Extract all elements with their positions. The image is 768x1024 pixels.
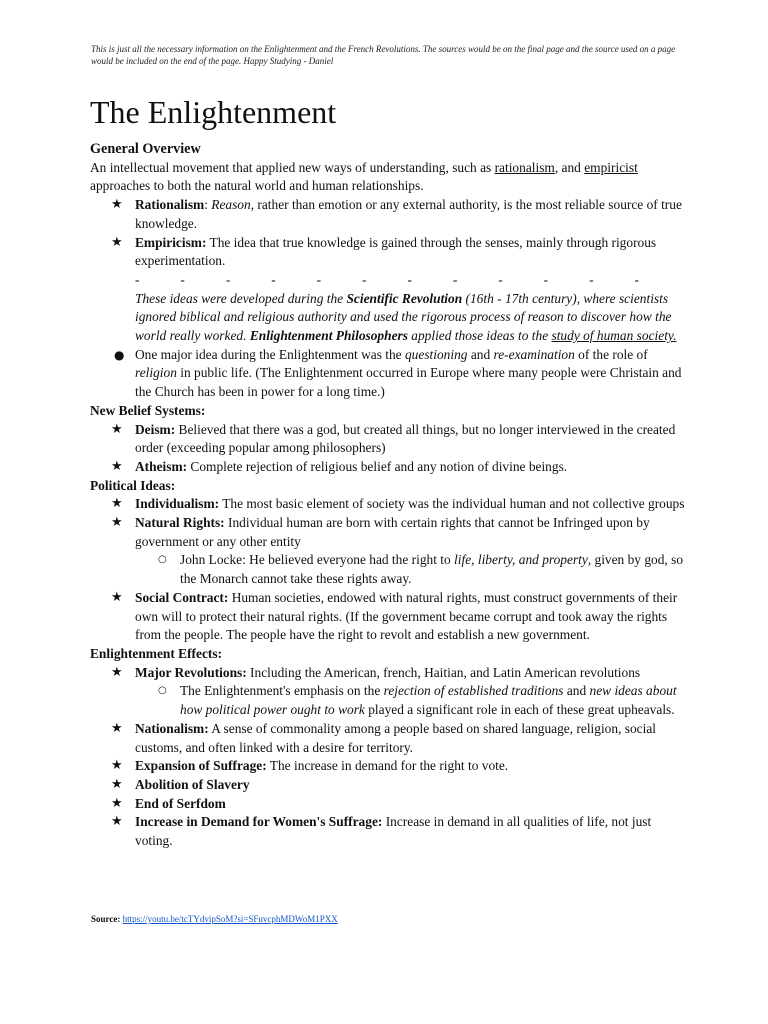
text: , given by god, so the Monarch cannot take these rights away. <box>180 552 684 587</box>
circle-bullet-icon: ○ <box>158 554 167 566</box>
list-item-abolition <box>90 776 690 795</box>
text: These ideas were developed during the <box>135 290 347 306</box>
overview-list <box>90 196 690 271</box>
text: Reason <box>211 197 251 213</box>
scientific-revolution-paragraph <box>90 290 690 346</box>
dash: - <box>362 271 367 287</box>
text: played a significant role in each of these great upheavals. <box>364 702 675 718</box>
page-title: The Enlightenment <box>90 94 337 130</box>
list-item-social-contract <box>90 589 690 645</box>
list-item-individualism <box>90 495 690 514</box>
text: , and <box>554 159 585 175</box>
text: religion <box>135 365 177 381</box>
dash: - <box>589 271 594 287</box>
belief-list <box>90 421 690 477</box>
text: questioning <box>404 346 468 362</box>
empiricist-link-text: empiricist <box>584 159 638 175</box>
star-bullet-icon: ★ <box>111 589 123 605</box>
list-item-natural-rights <box>90 514 690 551</box>
overview-dot-list <box>90 346 690 402</box>
list-item-empiricism <box>90 234 690 271</box>
text: One major idea during the Enlightenment was the <box>135 346 405 362</box>
text: approaches to both the natural world and human relationships. <box>90 178 424 194</box>
section-heading-political-ideas: Political Ideas: <box>90 477 176 493</box>
text: : <box>204 197 212 213</box>
term: Deism: <box>135 421 176 437</box>
term: Atheism: <box>135 458 188 474</box>
term: Individualism: <box>135 496 220 512</box>
text: The Enlightenment's emphasis on the <box>180 683 384 699</box>
star-bullet-icon: ★ <box>111 758 123 774</box>
term: Nationalism: <box>135 720 209 736</box>
text: John Locke: He believed everyone had the right to <box>180 552 455 568</box>
text: Believed that there was a god, but created all things, but no longer interviewed in the created order (exceeding popular among philosophers) <box>135 421 676 456</box>
text: A sense of commonality among a people based on shared language, religion, social customs, and often linked with a desire for territory. <box>135 720 657 755</box>
star-bullet-icon: ★ <box>111 421 123 437</box>
text: The idea that true knowledge is gained through the senses, mainly through rigorous experimentation. <box>135 234 657 269</box>
dash: - <box>543 271 549 287</box>
text: new ideas about how political power ought to work <box>180 683 677 718</box>
dash: - <box>452 271 458 287</box>
rationalism-link-text: rationalism <box>494 159 555 175</box>
dot-bullet-icon: ● <box>114 347 125 362</box>
dash: - <box>498 271 503 287</box>
list-item-john-locke <box>90 551 690 588</box>
intro-note: This is just all the necessary information on the Enlightenment and the French Revolutions. The sources would be on the final page and the source used on a page would be included on the end of the page. Happy Studying - Daniel <box>91 44 676 66</box>
text: Human societies, endowed with natural rights, must construct governments of their own will to protect their natural rights. (If the government became corrupt and took away the rights from the people. The people have the right to revolt and establish a new government. <box>135 589 678 643</box>
list-item-major-revolutions <box>90 664 690 683</box>
term: Empiricism: <box>135 234 207 250</box>
list-item-emphasis <box>90 682 690 719</box>
text: The increase in demand for the right to vote. <box>266 758 509 774</box>
text: rejection of established traditions <box>383 683 564 699</box>
text: life, liberty, and property <box>454 552 588 568</box>
section-heading-belief-systems: New Belief Systems: <box>90 402 206 418</box>
star-bullet-icon: ★ <box>111 496 123 512</box>
section-heading-effects: Enlightenment Effects: <box>90 645 223 661</box>
term: Abolition of Slavery <box>135 776 250 792</box>
text: Complete rejection of religious belief and any notion of divine beings. <box>187 458 568 474</box>
effects-list <box>90 664 690 851</box>
star-bullet-icon: ★ <box>111 720 123 736</box>
text: Individual human are born with certain rights that cannot be Infringed upon by government or any other entity <box>135 515 650 549</box>
source-link[interactable]: https://youtu.be/tcTYdvipSoM?si=SFuvcphMDWoM1PXX <box>122 914 338 924</box>
dash: - <box>225 271 231 287</box>
text: of the role of <box>574 346 648 362</box>
term: Rationalism <box>135 197 205 213</box>
document-body <box>90 140 690 851</box>
dash: - <box>407 271 412 287</box>
text: Increase in demand in all qualities of life, not just voting. <box>135 814 652 849</box>
star-bullet-icon: ★ <box>111 795 123 811</box>
term: Increase in Demand for Women's Suffrage: <box>135 814 383 830</box>
star-bullet-icon: ★ <box>111 814 123 830</box>
text: in public life. (The Enlightenment occurred in Europe where many people were Christain and the Church has been in power for a long time.) <box>135 365 682 400</box>
star-bullet-icon: ★ <box>111 197 123 213</box>
text: An intellectual movement that applied new ways of understanding, such as <box>90 159 495 175</box>
text: applied those ideas to the <box>407 328 552 344</box>
star-bullet-icon: ★ <box>111 776 123 792</box>
star-bullet-icon: ★ <box>111 458 123 474</box>
dash: - <box>135 271 140 287</box>
star-bullet-icon: ★ <box>111 515 123 531</box>
overview-paragraph <box>90 159 690 196</box>
list-item-deism <box>90 421 690 458</box>
list-item-serfdom <box>90 795 690 814</box>
dash-divider <box>90 271 639 290</box>
text: The most basic element of society was the individual human and not collective groups <box>219 496 685 512</box>
political-list <box>90 495 690 645</box>
text: and <box>563 683 590 699</box>
dash: - <box>180 271 185 287</box>
term: Scientific Revolution <box>346 290 463 306</box>
text: , rather than emotion or any external authority, is the most reliable source of true knowledge. <box>135 197 682 231</box>
source-line <box>91 913 338 925</box>
text: and <box>467 346 494 362</box>
dash: - <box>316 271 322 287</box>
list-item-rationalism <box>90 196 690 233</box>
term: Enlightenment Philosophers <box>249 328 408 344</box>
text: (16th - 17th century), where scientists ignored biblical and religious authority and used the rigorous process of reason to discover how the world really worked. <box>135 290 672 344</box>
dash: - <box>271 271 276 287</box>
term: Social Contract: <box>135 589 229 605</box>
list-item-religion <box>90 346 690 402</box>
section-heading-general-overview: General Overview <box>90 141 201 157</box>
list-item-womens-suffrage <box>90 813 690 850</box>
term: End of Serfdom <box>135 795 226 811</box>
text: re-examination <box>493 346 575 362</box>
text: Including the American, french, Haitian, and Latin American revolutions <box>246 664 641 680</box>
list-item-suffrage <box>90 757 690 776</box>
dash: - <box>634 271 639 287</box>
term: Major Revolutions: <box>135 664 247 680</box>
text: study of human society. <box>551 328 677 344</box>
list-item-nationalism <box>90 720 690 757</box>
star-bullet-icon: ★ <box>111 234 123 250</box>
list-item-atheism <box>90 458 690 477</box>
term: Expansion of Suffrage: <box>135 758 267 774</box>
circle-bullet-icon: ○ <box>158 685 167 697</box>
term: Natural Rights: <box>135 515 225 531</box>
source-label: Source: <box>91 914 121 924</box>
star-bullet-icon: ★ <box>111 664 123 680</box>
